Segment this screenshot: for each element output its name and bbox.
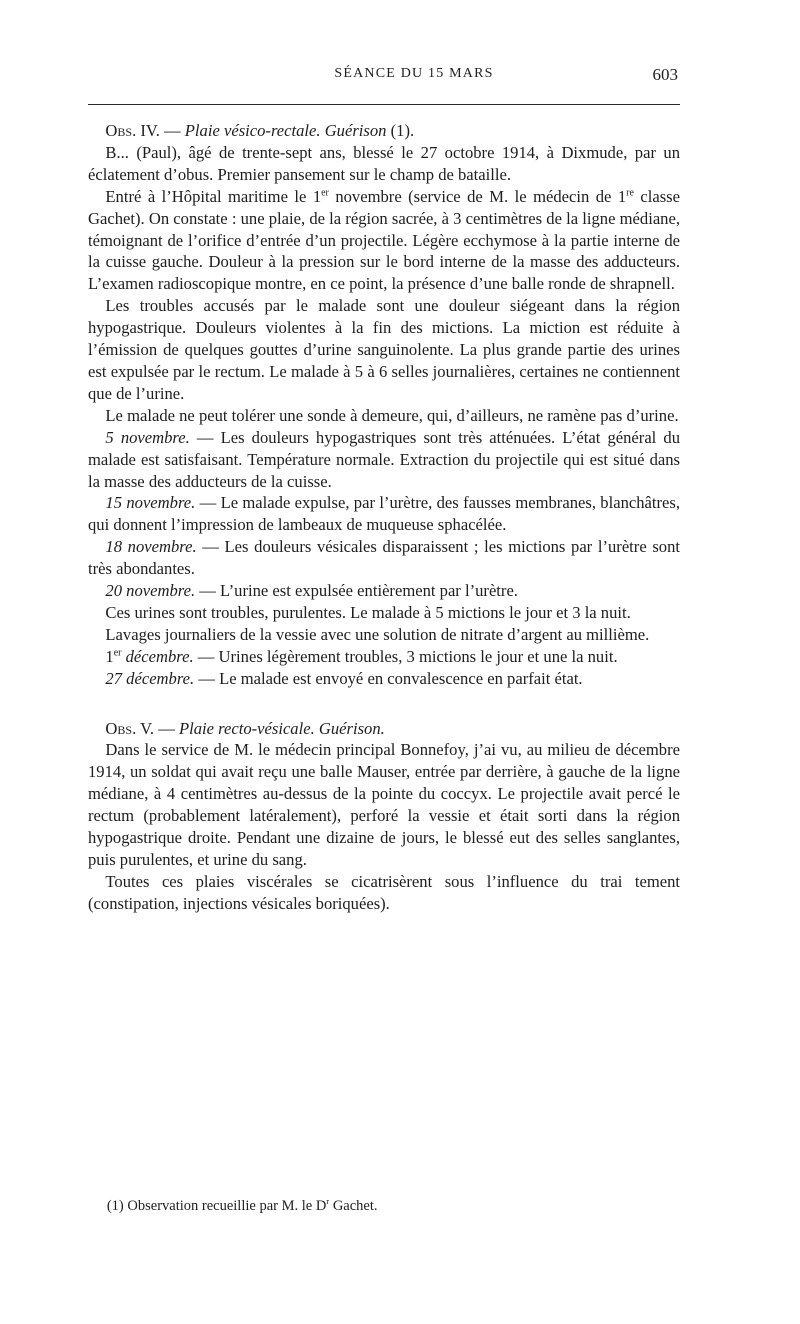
- diary-entry: [88, 646, 680, 668]
- entry-text: — Les douleurs vésicales disparaissent ; les mictions par l’urètre sont très abondantes.: [88, 537, 680, 579]
- observation-5-heading: [88, 718, 680, 740]
- diary-entry: [88, 427, 680, 493]
- diary-entry: [88, 668, 680, 690]
- entry-text: — L’urine est expulsée entièrement par l’urètre.: [195, 581, 518, 601]
- footnote: [88, 1196, 680, 1216]
- footnote-text: Gachet.: [329, 1198, 378, 1214]
- entry-date: 15 novembre.: [105, 493, 196, 513]
- superscript: r: [326, 1196, 330, 1207]
- footnote-marker: (1): [106, 1198, 124, 1214]
- entry-text: — Urines légèrement troubles, 3 mictions le jour et une la nuit.: [193, 646, 618, 666]
- superscript: er: [321, 187, 329, 199]
- footnote-text: Observation recueillie par M. le D: [123, 1198, 327, 1214]
- text-run: Entré à l’Hôpital maritime le 1: [105, 186, 322, 206]
- diary-entry: [88, 492, 680, 536]
- running-head: [88, 66, 680, 86]
- entry-day: 1: [105, 646, 114, 666]
- paragraph: Les troubles accusés par le malade sont une douleur siégeant dans la région hypogastrique. Douleurs violentes à la fin des mictions. La miction est réduite à l’émission de quelques gouttes d’urine sanguinolente. La plus grande partie des urines est expulsée par le rectum. Le malade à 5 à 6 selles journalières, certaines ne contiennent que de l’urine.: [88, 296, 680, 403]
- observation-label: Obs. IV.: [105, 121, 160, 140]
- paragraph: Lavages journaliers de la vessie avec une solution de nitrate d’argent au millième.: [105, 624, 650, 644]
- superscript: er: [113, 647, 122, 659]
- diary-entry: [88, 580, 680, 602]
- running-head-title: SÉANCE DU 15 MARS: [334, 66, 494, 81]
- footnote-reference: (1).: [386, 121, 415, 140]
- paragraph: B... (Paul), âgé de trente-sept ans, blessé le 27 octobre 1914, à Dixmude, par un éclatement d’obus. Premier pansement sur le champ de bataille.: [88, 142, 680, 184]
- paragraph: Dans le service de M. le médecin principal Bonnefoy, j’ai vu, au milieu de décembre 1914, un soldat qui avait reçu une balle Mauser, entrée par derrière, à gauche de la ligne médiane, à 4 centimètres au-dessus de la pointe du coccyx. Le projectile avait percé le rectum (probablement latéralement), perforé la vessie et était sorti dans la région hypogastrique droite. Pendant une dizaine de jours, le blessé eut des selles sanglantes, puis purulentes, et urine du sang.: [88, 740, 680, 869]
- observation-title: Plaie recto-vésicale. Guérison.: [178, 718, 385, 738]
- observation-4-heading: [88, 120, 680, 142]
- entry-date: 27 décembre.: [105, 668, 195, 688]
- page-number: 603: [652, 65, 678, 84]
- superscript: re: [626, 187, 634, 199]
- heading-dash: —: [154, 718, 179, 738]
- entry-date: 18 novembre.: [105, 537, 197, 557]
- body-text: [88, 120, 680, 915]
- header-rule: [88, 104, 680, 105]
- observation-label: Obs. V.: [105, 718, 155, 738]
- observation-title: Plaie vésico-rectale. Guérison: [184, 121, 387, 140]
- text-run: novembre (service de M. le médecin de 1: [328, 186, 627, 206]
- paragraph: Le malade ne peut tolérer une sonde à demeure, qui, d’ailleurs, ne ramène pas d’urine.: [105, 405, 679, 425]
- paragraph: [88, 186, 680, 296]
- entry-text: — Le malade expulse, par l’urètre, des fausses membranes, blanchâtres, qui donnent l’impression de lambeaux de muqueuse sphacélée.: [88, 493, 681, 535]
- paragraph: Ces urines sont troubles, purulentes. Le malade à 5 mictions le jour et 3 la nuit.: [105, 602, 631, 622]
- entry-date: 5 novembre.: [105, 427, 190, 447]
- page: [88, 0, 680, 1324]
- heading-dash: —: [159, 121, 185, 140]
- entry-text: — Les douleurs hypogastriques sont très atténuées. L’état général du malade est satisfaisant. Température normale. Extraction du projectile qui est situé dans la masse des adducteurs de la cuisse.: [88, 427, 680, 491]
- entry-text: — Le malade est envoyé en convalescence en parfait état.: [194, 668, 583, 688]
- paragraph: Toutes ces plaies viscérales se cicatrisèrent sous l’influence du trai tement (constipation, injections vésicales boriquées).: [88, 871, 680, 913]
- text-run: classe Gachet). On constate : une plaie, de la région sacrée, à 3 centimètres de la ligne médiane, témoignant de l’orifice d’entrée d’un projectile. Légère ecchymose à la partie interne de la cuisse gauche. Douleur à la pression sur le bord interne de la masse des adducteurs. L’examen radioscopique montre, en ce point, la présence d’une balle ronde de shrapnell.: [88, 186, 680, 294]
- diary-entry: [88, 536, 680, 580]
- entry-date: décembre.: [121, 646, 194, 666]
- entry-date: 20 novembre.: [105, 581, 196, 601]
